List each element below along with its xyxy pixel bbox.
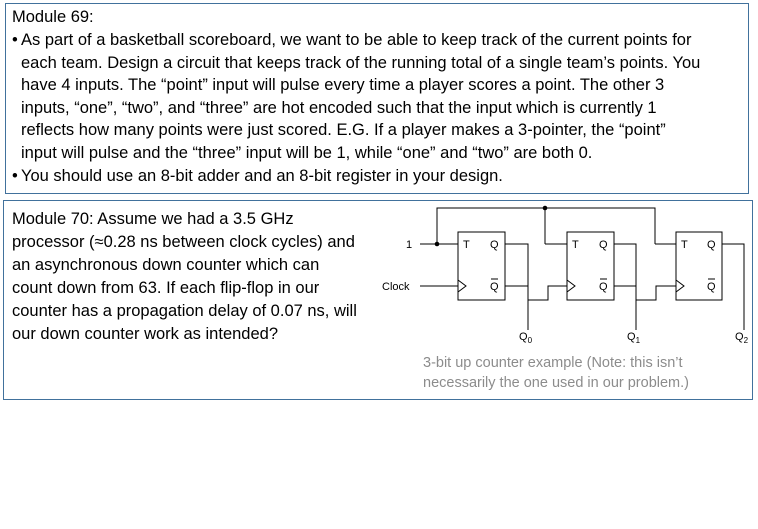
- bullet-1: •: [12, 31, 18, 49]
- clk-wire-3: [614, 286, 676, 300]
- t-label-1: T: [572, 239, 579, 251]
- t-label-2: T: [681, 239, 688, 251]
- clock-label: Clock: [382, 281, 410, 293]
- qbar-label-2: Q: [707, 281, 716, 293]
- q0-wire: [505, 244, 528, 330]
- module-70-line-1: Module 70: Assume we had a 3.5 GHz: [12, 210, 294, 228]
- input-label: 1: [406, 239, 413, 251]
- caption-line-2: necessarily the one used in our problem.): [423, 375, 689, 391]
- module-69-line-3: have 4 inputs. The “point” input will pulse every time a player scores a point. The other 3: [21, 76, 665, 95]
- module-70-line-3: an asynchronous down counter which can: [12, 256, 320, 274]
- junction-dot-1: [435, 242, 440, 247]
- t-label-0: T: [463, 239, 470, 251]
- q-label-1: Q: [599, 239, 608, 251]
- module-69-line-4: inputs, “one”, “two”, and “three” are hot encoded such that the input which is currently 1: [21, 98, 657, 117]
- module-70-line-4: count down from 63. If each flip-flop in our: [12, 279, 320, 297]
- module-69-bullet-2: You should use an 8-bit adder and an 8-bit register in your design.: [21, 166, 503, 185]
- junction-dot-2: [543, 206, 548, 211]
- module-69-line-6: input will pulse and the “three” input will be 1, while “one” and “two” are both 0.: [21, 144, 593, 162]
- module-70-line-5: counter has a propagation delay of 0.07 ns, will: [12, 302, 357, 320]
- module-69-line-1: As part of a basketball scoreboard, we want to be able to keep track of the current points for: [21, 31, 692, 49]
- module-69-title: Module 69:: [12, 8, 94, 26]
- output-q2: $Q_2$: [735, 331, 749, 345]
- q-label-2: Q: [707, 239, 716, 251]
- bullet-2: •: [12, 166, 18, 185]
- module-70-line-6: our down counter work as intended?: [12, 325, 278, 343]
- q-label-0: Q: [490, 239, 499, 251]
- output-q1: $Q_1$: [627, 331, 641, 345]
- output-q0: $Q_0$: [519, 331, 533, 345]
- q2-wire: [722, 244, 744, 330]
- module-69-line-5: reflects how many points were just scored. E.G. If a player makes a 3-pointer, the “point”: [21, 121, 666, 140]
- module-70-line-2: processor (≈0.28 ns between clock cycles) and: [12, 233, 355, 251]
- clk-wire-2: [505, 286, 567, 300]
- qbar-label-1: Q: [599, 281, 608, 293]
- q1-wire: [614, 244, 636, 330]
- qbar-label-0: Q: [490, 281, 499, 293]
- module-69-line-2: each team. Design a circuit that keeps track of the running total of a single team’s points. You: [21, 53, 701, 72]
- caption-line-1: 3-bit up counter example (Note: this isn’t: [423, 355, 683, 371]
